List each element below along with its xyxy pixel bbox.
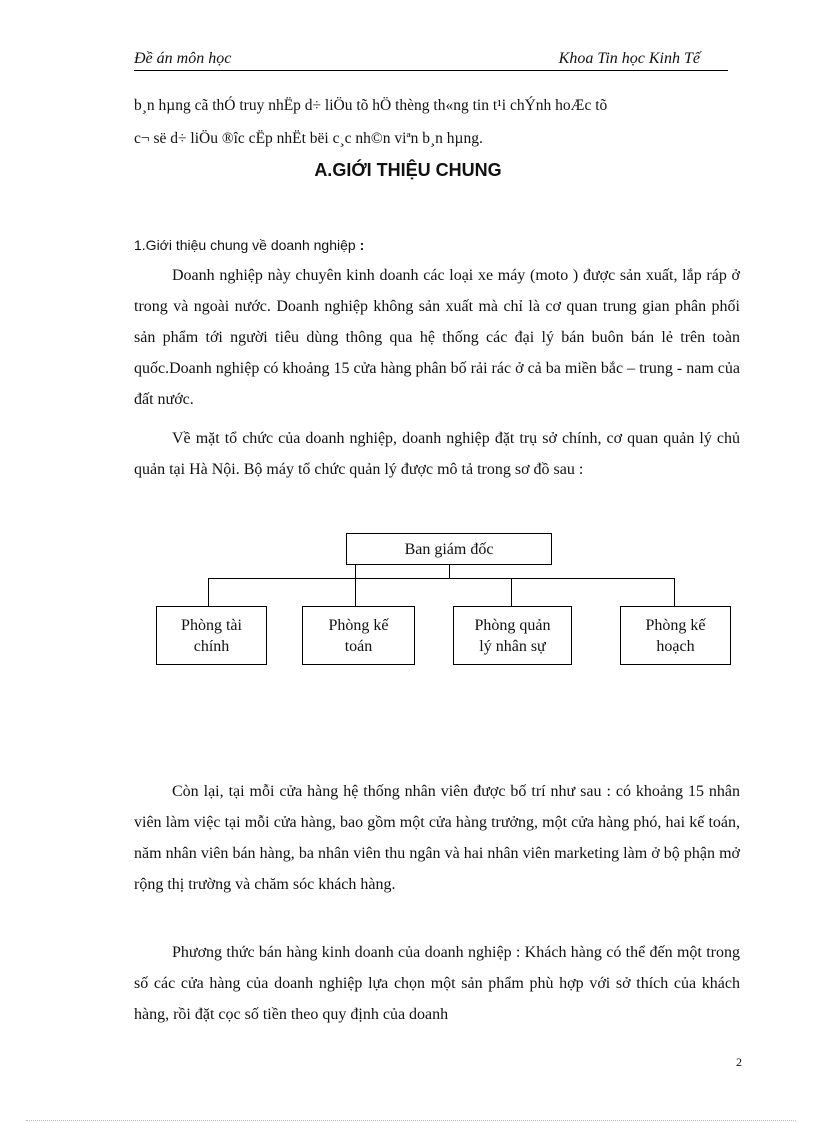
section-title: A.GIỚI THIỆU CHUNG <box>314 160 502 180</box>
org-node-label-line1: Phòng kế <box>328 616 389 634</box>
org-node-label-line2: chính <box>193 637 230 655</box>
org-node-label-line2: toán <box>344 637 373 655</box>
org-connector <box>208 578 675 579</box>
page-number: 2 <box>736 1055 742 1069</box>
org-node-board <box>346 533 552 565</box>
page-header <box>134 48 728 71</box>
org-connector <box>511 578 512 606</box>
subheading-colon: : <box>355 237 365 253</box>
org-connector <box>355 565 356 606</box>
subheading <box>134 237 364 253</box>
org-node-finance <box>156 606 267 665</box>
org-node-accounting <box>302 606 415 665</box>
header-faculty: Khoa Tin học Kinh Tế <box>558 50 700 67</box>
header-course-title: Đề án môn học <box>134 50 232 67</box>
subheading-text: 1.Giới thiệu chung về doanh nghiệp <box>134 237 356 253</box>
org-node-board-label: Ban giám đốc <box>404 540 494 558</box>
org-node-label-line1: Phòng tài <box>181 616 242 634</box>
garbled-line-1: b¸n hµng cã thÓ truy nhËp d÷ liÖu tõ hÖ thèng th«ng tin t¹i chÝnh hoÆc tõ <box>134 97 608 114</box>
paragraph-staff: Còn lại, tại mỗi cửa hàng hệ thống nhân viên được bố trí như sau : có khoảng 15 nhân viên làm việc tại mỗi cửa hàng, bao gồm một cửa hàng trưởng, một cửa hàng phó, hai kế toán, năm nhân viên bán hàng, ba nhân viên thu ngân và hai nhân viên marketing làm ở bộ phận mở rộng thị trường và chăm sóc khách hàng. <box>134 783 740 893</box>
page-bottom-divider <box>26 1120 796 1121</box>
org-node-label-line2: lý nhân sự <box>479 637 546 655</box>
org-connector <box>208 578 209 606</box>
org-node-label-line2: hoạch <box>656 637 695 655</box>
org-connector <box>449 564 450 578</box>
garbled-line-2: c¬ së d÷ liÖu ®îc cËp nhËt bëi c¸c nh©n viªn b¸n hµng. <box>134 130 483 147</box>
org-connector <box>674 578 675 606</box>
paragraph-intro: Doanh nghiệp này chuyên kinh doanh các loại xe máy (moto ) được sản xuất, lắp ráp ở trong và ngoài nước. Doanh nghiệp không sản xuất mà chỉ là cơ quan trung gian phân phối sản phẩm tới người tiêu dùng thông qua hệ thống các đại lý bán buôn bán lẻ trên toàn quốc.Doanh nghiệp có khoảng 15 cửa hàng phân bố rải rác ở cả ba miền bắc – trung - nam của đất nước. <box>134 267 740 408</box>
org-node-planning <box>620 606 731 665</box>
org-node-label-line1: Phòng quản <box>474 616 551 634</box>
paragraph-org-intro: Về mặt tổ chức của doanh nghiệp, doanh nghiệp đặt trụ sở chính, cơ quan quản lý chủ quản tại Hà Nội. Bộ máy tổ chức quản lý được mô tả trong sơ đồ sau : <box>134 430 740 478</box>
org-node-label-line1: Phòng kế <box>645 616 706 634</box>
paragraph-sales: Phương thức bán hàng kinh doanh của doanh nghiệp : Khách hàng có thể đến một trong số các cửa hàng của doanh nghiệp lựa chọn một sản phẩm phù hợp với sở thích của khách hàng, rồi đặt cọc số tiền theo quy định của doanh <box>134 944 740 1023</box>
org-node-hr <box>453 606 572 665</box>
